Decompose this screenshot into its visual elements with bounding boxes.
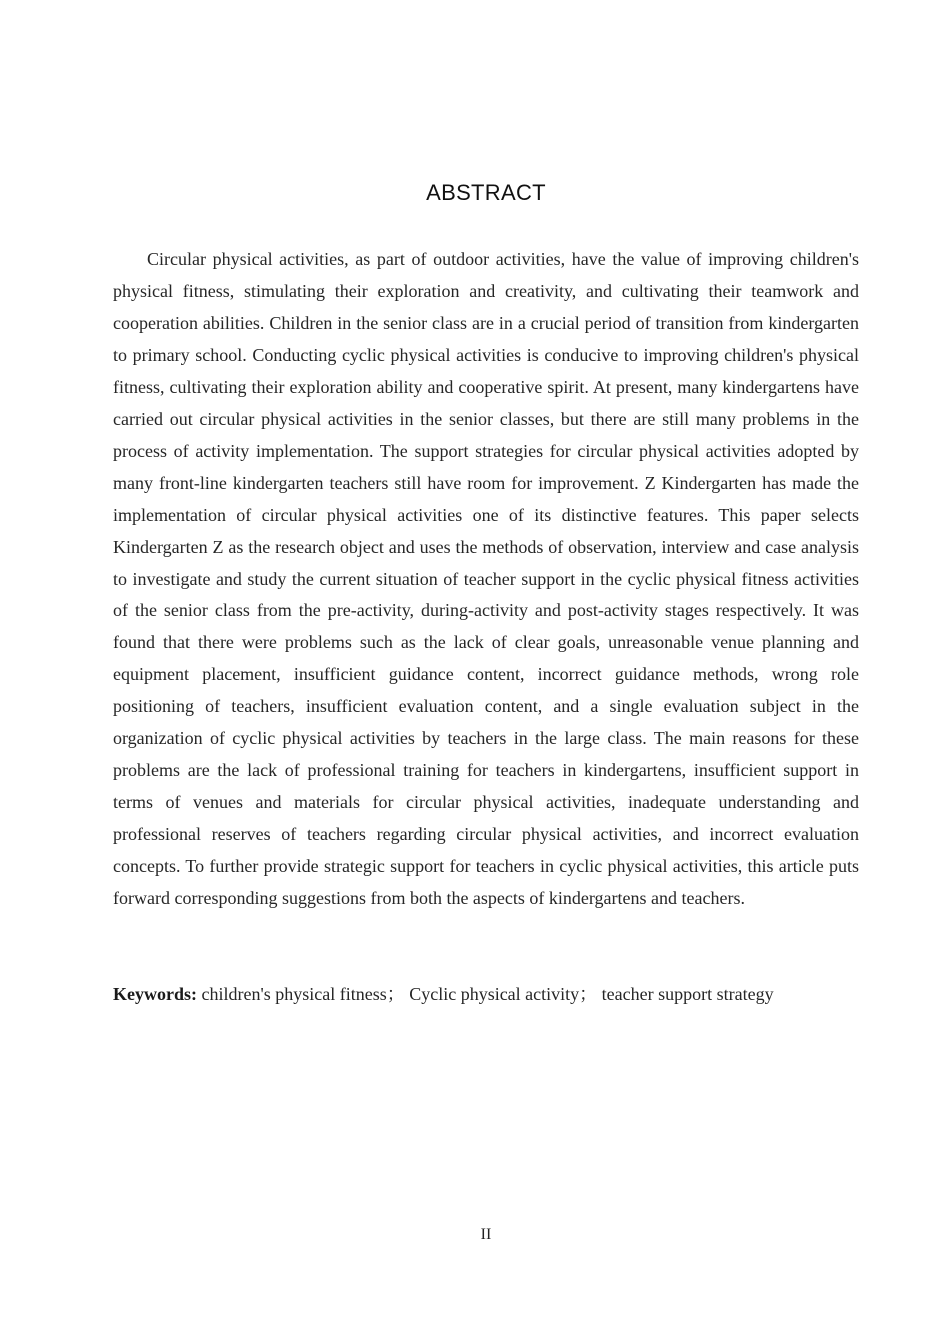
keywords-line [113, 979, 873, 1009]
keyword-separator: ； [579, 984, 598, 1004]
abstract-title: ABSTRACT [426, 180, 546, 205]
keyword-item: Cyclic physical activity [409, 984, 580, 1004]
keywords-label: Keywords: [113, 984, 197, 1004]
keyword-item: children's physical fitness [201, 984, 387, 1004]
abstract-paragraph: Circular physical activities, as part of outdoor activities, have the value of improving children's physical fitness, stimulating their exploration and creativity, and cultivating their teamwork and cooperation abilities. Children in the senior class are in a crucial period of transition from kindergarten to primary school. Conducting cyclic physical activities is conducive to improving children's physical fitness, cultivating their exploration ability and cooperative spirit. At present, many kindergartens have carried out circular physical activities in the senior classes, but there are still many problems in the process of activity implementation. The support strategies for circular physical activities adopted by many front-line kindergarten teachers still have room for improvement. Z Kindergarten has made the implementation of circular physical activities one of its distinctive features. This paper selects Kindergarten Z as the research object and uses the methods of observation, interview and case analysis to investigate and study the current situation of teacher support in the cyclic physical fitness activities of the senior class from the pre-activity, during-activity and post-activity stages respectively. It was found that there were problems such as the lack of clear goals, unreasonable venue planning and equipment placement, insufficient guidance content, incorrect guidance methods, wrong role positioning of teachers, insufficient evaluation content, and a single evaluation subject in the organization of cyclic physical activities by teachers in the large class. The main reasons for these problems are the lack of professional training for teachers in kindergartens, insufficient support in terms of venues and materials for circular physical activities, inadequate understanding and professional reserves of teachers regarding circular physical activities, and incorrect evaluation concepts. To further provide strategic support for teachers in cyclic physical activities, this article puts forward corresponding suggestions from both the aspects of kindergartens and teachers. [113, 249, 859, 909]
keyword-item: teacher support strategy [601, 984, 774, 1004]
keyword-separator: ； [386, 984, 405, 1004]
page-number: II [480, 1226, 492, 1243]
